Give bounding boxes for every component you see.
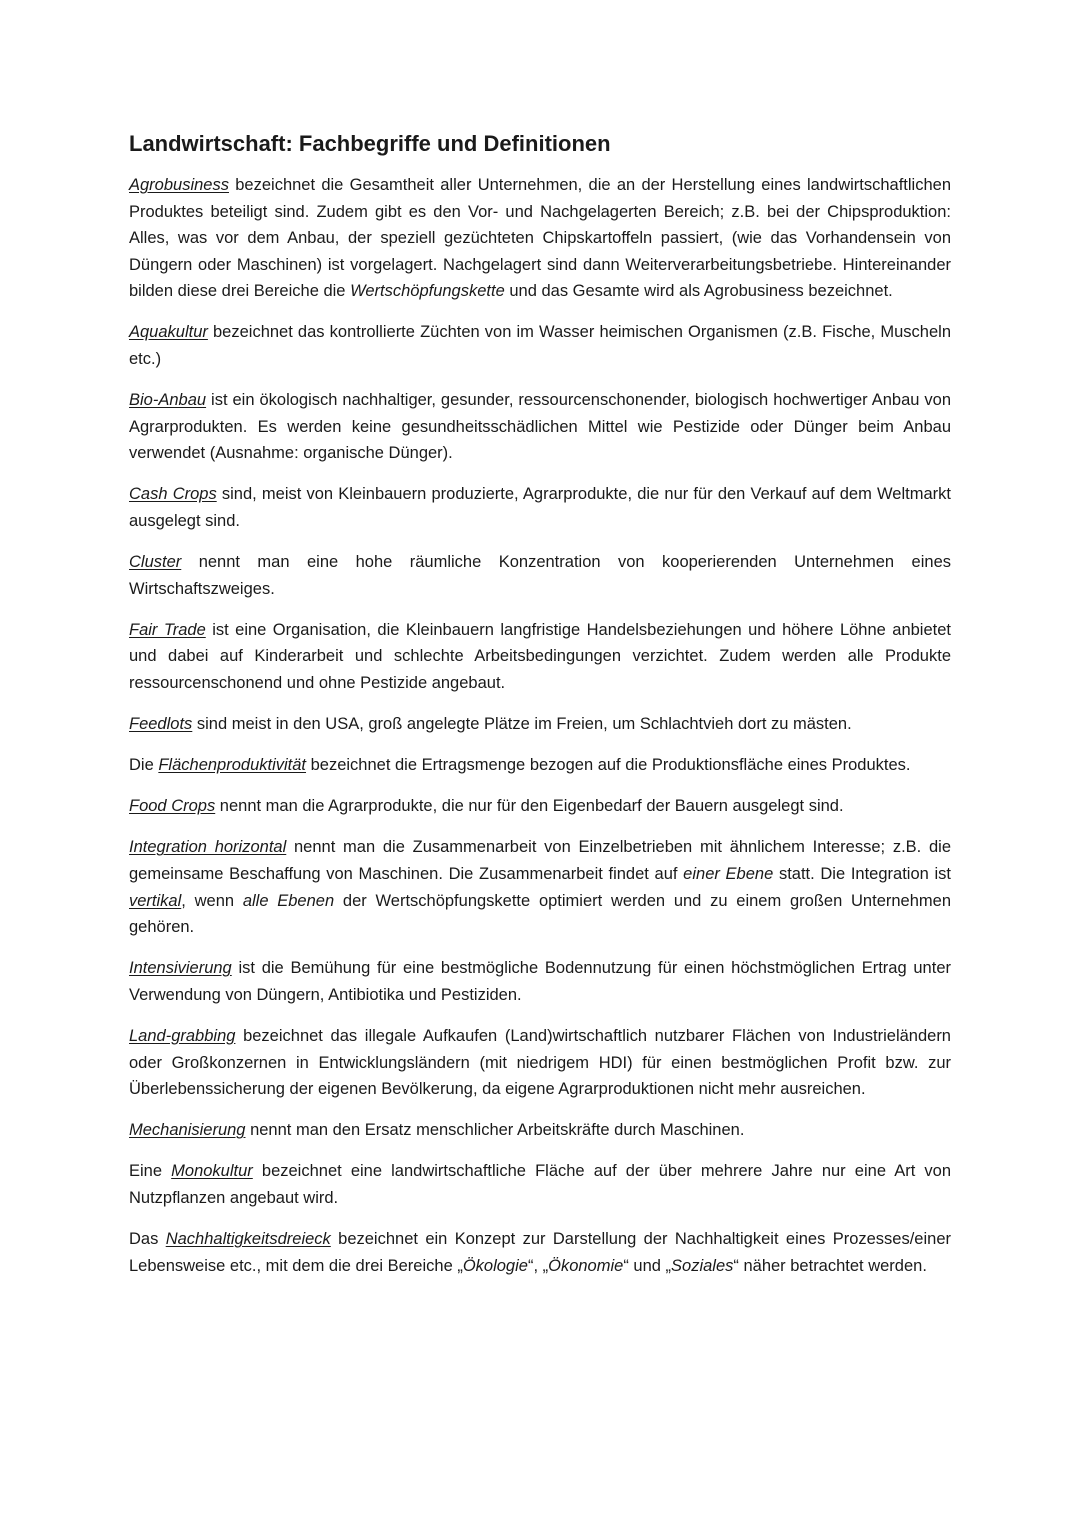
- definition-text: “ näher betrachtet werden.: [733, 1256, 927, 1275]
- definition-text: “, „: [527, 1256, 549, 1275]
- emphasis-text: Soziales: [671, 1256, 734, 1275]
- definition-text: , wenn: [181, 891, 243, 910]
- definition-prefix: Die: [129, 756, 159, 775]
- definition-nachhaltigkeitsdreieck: [129, 1226, 951, 1279]
- emphasis-text: Wertschöpfungskette: [350, 282, 505, 301]
- definition-integration: [129, 834, 951, 940]
- term-vertikal: vertikal: [129, 891, 182, 910]
- term-intensivierung: Intensivierung: [129, 959, 232, 978]
- definition-cash-crops: [129, 481, 951, 534]
- definition-feedlots: [129, 711, 951, 738]
- term-mechanisierung: Mechanisierung: [129, 1121, 246, 1140]
- document-page: [129, 128, 951, 1294]
- page-title: Landwirtschaft: Fachbegriffe und Definitionen: [129, 131, 611, 156]
- definition-fair-trade: [129, 617, 951, 697]
- term-nachhaltigkeitsdreieck: Nachhaltigkeitsdreieck: [165, 1230, 331, 1248]
- emphasis-text: alle Ebenen: [242, 891, 335, 910]
- definition-prefix: Das: [129, 1230, 166, 1248]
- definition-flaechenproduktivitaet: [129, 752, 951, 779]
- definition-text: nennt man die Zusammenarbeit von Einzelbetrieben mit ähnlichem Interesse; z.B. die gemeinsame Beschaffung von Maschinen. Die Zusammenarbeit findet auf: [129, 838, 952, 883]
- term-food-crops: Food Crops: [129, 797, 216, 816]
- definition-aquakultur: [129, 319, 951, 372]
- definition-text: bezeichnet die Ertragsmenge bezogen auf die Produktionsfläche eines Produktes.: [306, 756, 911, 775]
- definition-text: nennt man die Agrarprodukte, die nur für den Eigenbedarf der Bauern ausgelegt sind.: [215, 797, 844, 816]
- emphasis-text: einer Ebene: [683, 864, 774, 883]
- term-flaechenproduktivitaet: Flächenproduktivität: [158, 756, 307, 775]
- definition-land-grabbing: [129, 1023, 951, 1103]
- definition-text: statt. Die Integration ist: [773, 864, 951, 883]
- definition-text: und das Gesamte wird als Agrobusiness bezeichnet.: [504, 282, 893, 301]
- emphasis-text: Ökologie: [462, 1256, 528, 1275]
- definition-intensivierung: [129, 955, 951, 1008]
- term-integration-horizontal: Integration horizontal: [129, 838, 287, 857]
- definition-text: bezeichnet das kontrollierte Züchten von im Wasser heimischen Organismen (z.B. Fische, Muscheln etc.): [129, 323, 951, 369]
- term-cash-crops: Cash Crops: [129, 485, 217, 504]
- term-land-grabbing: Land-grabbing: [129, 1026, 236, 1045]
- definition-prefix: Eine: [129, 1162, 172, 1181]
- definition-agrobusiness: [129, 172, 951, 305]
- definition-text: ist ein ökologisch nachhaltiger, gesunder, ressourcenschonender, biologisch hochwertiger Anbau von Agrarprodukten. Es werden keine gesundheitsschädlichen Mittel wie Pestizide oder Dünger beim Anbau verwendet (Ausnahme: organische Dünger).: [129, 391, 951, 463]
- definition-text: der Wertschöpfungskette optimiert werden und zu einem großen Unternehmen gehören.: [129, 891, 951, 937]
- definition-text: nennt man den Ersatz menschlicher Arbeitskräfte durch Maschinen.: [245, 1121, 745, 1140]
- definition-text: ist die Bemühung für eine bestmögliche Bodennutzung für einen höchstmöglichen Ertrag unter Verwendung von Düngern, Antibiotika und Pestiziden.: [129, 959, 951, 1004]
- term-cluster: Cluster: [129, 553, 182, 572]
- term-fair-trade: Fair Trade: [129, 620, 206, 639]
- term-monokultur: Monokultur: [171, 1162, 253, 1181]
- definition-text: nennt man eine hohe räumliche Konzentration von kooperierenden Unternehmen eines Wirtschaftszweiges.: [129, 553, 951, 598]
- term-bio-anbau: Bio-Anbau: [129, 391, 207, 410]
- definition-text: sind meist in den USA, groß angelegte Plätze im Freien, um Schlachtvieh dort zu mästen.: [192, 715, 852, 734]
- term-agrobusiness: Agrobusiness: [129, 176, 229, 194]
- definition-monokultur: [129, 1158, 951, 1211]
- emphasis-text: Ökonomie: [548, 1256, 624, 1275]
- term-aquakultur: Aquakultur: [129, 323, 208, 342]
- definition-text: sind, meist von Kleinbauern produzierte, Agrarprodukte, die nur für den Verkauf auf dem Weltmarkt ausgelegt sind.: [129, 485, 951, 531]
- definition-food-crops: [129, 793, 951, 820]
- definition-cluster: [129, 549, 951, 602]
- definition-text: bezeichnet eine landwirtschaftliche Fläche auf der über mehrere Jahre nur eine Art von Nutzpflanzen angebaut wird.: [129, 1162, 952, 1207]
- definition-text: bezeichnet ein Konzept zur Darstellung der Nachhaltigkeit eines Prozesses/einer Lebensweise etc., mit dem die drei Bereiche „: [129, 1230, 951, 1275]
- definition-mechanisierung: [129, 1117, 951, 1144]
- definition-text: ist eine Organisation, die Kleinbauern langfristige Handelsbeziehungen und höhere Löhne anbietet und dabei auf Kinderarbeit und schlechte Arbeitsbedingungen verzichtet. Zudem werden alle Produkte ressourcenschonend und ohne Pestizide angebaut.: [129, 620, 951, 692]
- term-feedlots: Feedlots: [129, 715, 193, 734]
- definition-text: bezeichnet das illegale Aufkaufen (Land)wirtschaftlich nutzbarer Flächen von Industrieländern oder Großkonzernen in Entwicklungsländern (mit niedrigem HDI) für einen bestmöglichen Profit bzw. zur Überlebenssicherung der eigenen Bevölkerung, da eigene Agrarproduktionen nicht mehr ausreichen.: [129, 1026, 951, 1099]
- definition-text: bezeichnet die Gesamtheit aller Unternehmen, die an der Herstellung eines landwirtschaftlichen Produktes beteiligt sind. Zudem gibt es den Vor- und Nachgelagerten Bereich; z.B. bei der Chipsproduktion: Alles, was vor dem Anbau, der speziell gezüchteten Chipskartoffeln passiert, (wie das Vorhandensein von Düngern oder Maschinen) ist vorgelagert. Nachgelagert sind dann Weiterverarbeitungsbetriebe. Hintereinander bilden diese drei Bereiche die: [129, 176, 951, 301]
- definition-bio-anbau: [129, 387, 951, 467]
- definition-text: “ und „: [623, 1256, 672, 1275]
